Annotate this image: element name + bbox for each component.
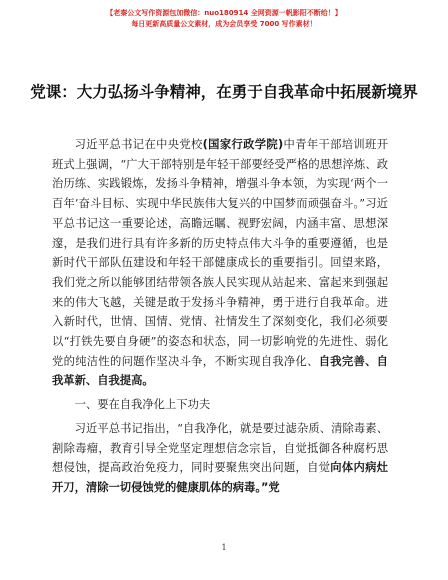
- paragraph-1-bold-end: 自我完善、自我革新、自我提高。: [52, 354, 388, 388]
- page-number: 1: [221, 543, 227, 552]
- promo-banner: [0, 8, 448, 30]
- paragraph-1: [52, 135, 388, 391]
- paragraph-2-bold: 向体内病灶开刀，清除一切侵蚀党的健康肌体的病毒。”党: [52, 461, 388, 494]
- paragraph-1-bold-a: (国家行政学院): [202, 138, 284, 151]
- promo-banner-line2: 每日更新高质量公文素材，成为会员享受 7000 写作素材！: [131, 20, 317, 28]
- paragraph-1-text-b: 中青年干部培训班开班式上强调，“广大干部特别是年轻干部要经受严格的思想淬炼、政治历练、实践锻炼，发扬斗争精神，增强斗争本领，为实现‘两个一百年’奋斗目标、实现中华民族伟大复兴的中国梦而顽强奋斗。”习近平总书记这一重要论述，高瞻远瞩、视野宏阔，内涵丰富、思想深邃，是我们进行具有许多新的历史特点伟大斗争的重要遵循，也是新时代干部队伍建设和年轻干部健康成长的重要指引。回望来路，我们党之所以能够团结带领各族人民实现从站起来、富起来到强起来的伟大飞越，关键是敢于发扬斗争精神，勇于进行自我革命。进入新时代，世情、国情、党情、社情发生了深刻变化，我们必须要以“打铁先要自身硬”的姿态和状态，同一切影响党的先进性、弱化党的纯洁性的问题作坚决斗争，不断实现自我净化、: [52, 138, 388, 368]
- paragraph-2: [52, 419, 388, 498]
- paragraph-1-text-a: 习近平总书记在中央党校: [74, 138, 203, 151]
- promo-banner-line1: 【老秦公文写作资源包加微信：nuo180914 全网资源一帆影阳不断给！】: [106, 9, 342, 17]
- section-heading-1: 一、要在自我净化上下功夫: [74, 398, 211, 412]
- document-body: [52, 135, 388, 498]
- paragraph-2-text: 习近平总书记指出，“自我净化，就是要过滤杂质、清除毒素、割除毒瘤，教育引导全党坚定理想信念宗旨，自觉抵御各种腐朽思想侵蚀，提高政治免疫力，同时要聚焦突出问题，自觉: [52, 421, 388, 475]
- document-title: 党课：大力弘扬斗争精神，在勇于自我革命中拓展新境界: [30, 83, 418, 101]
